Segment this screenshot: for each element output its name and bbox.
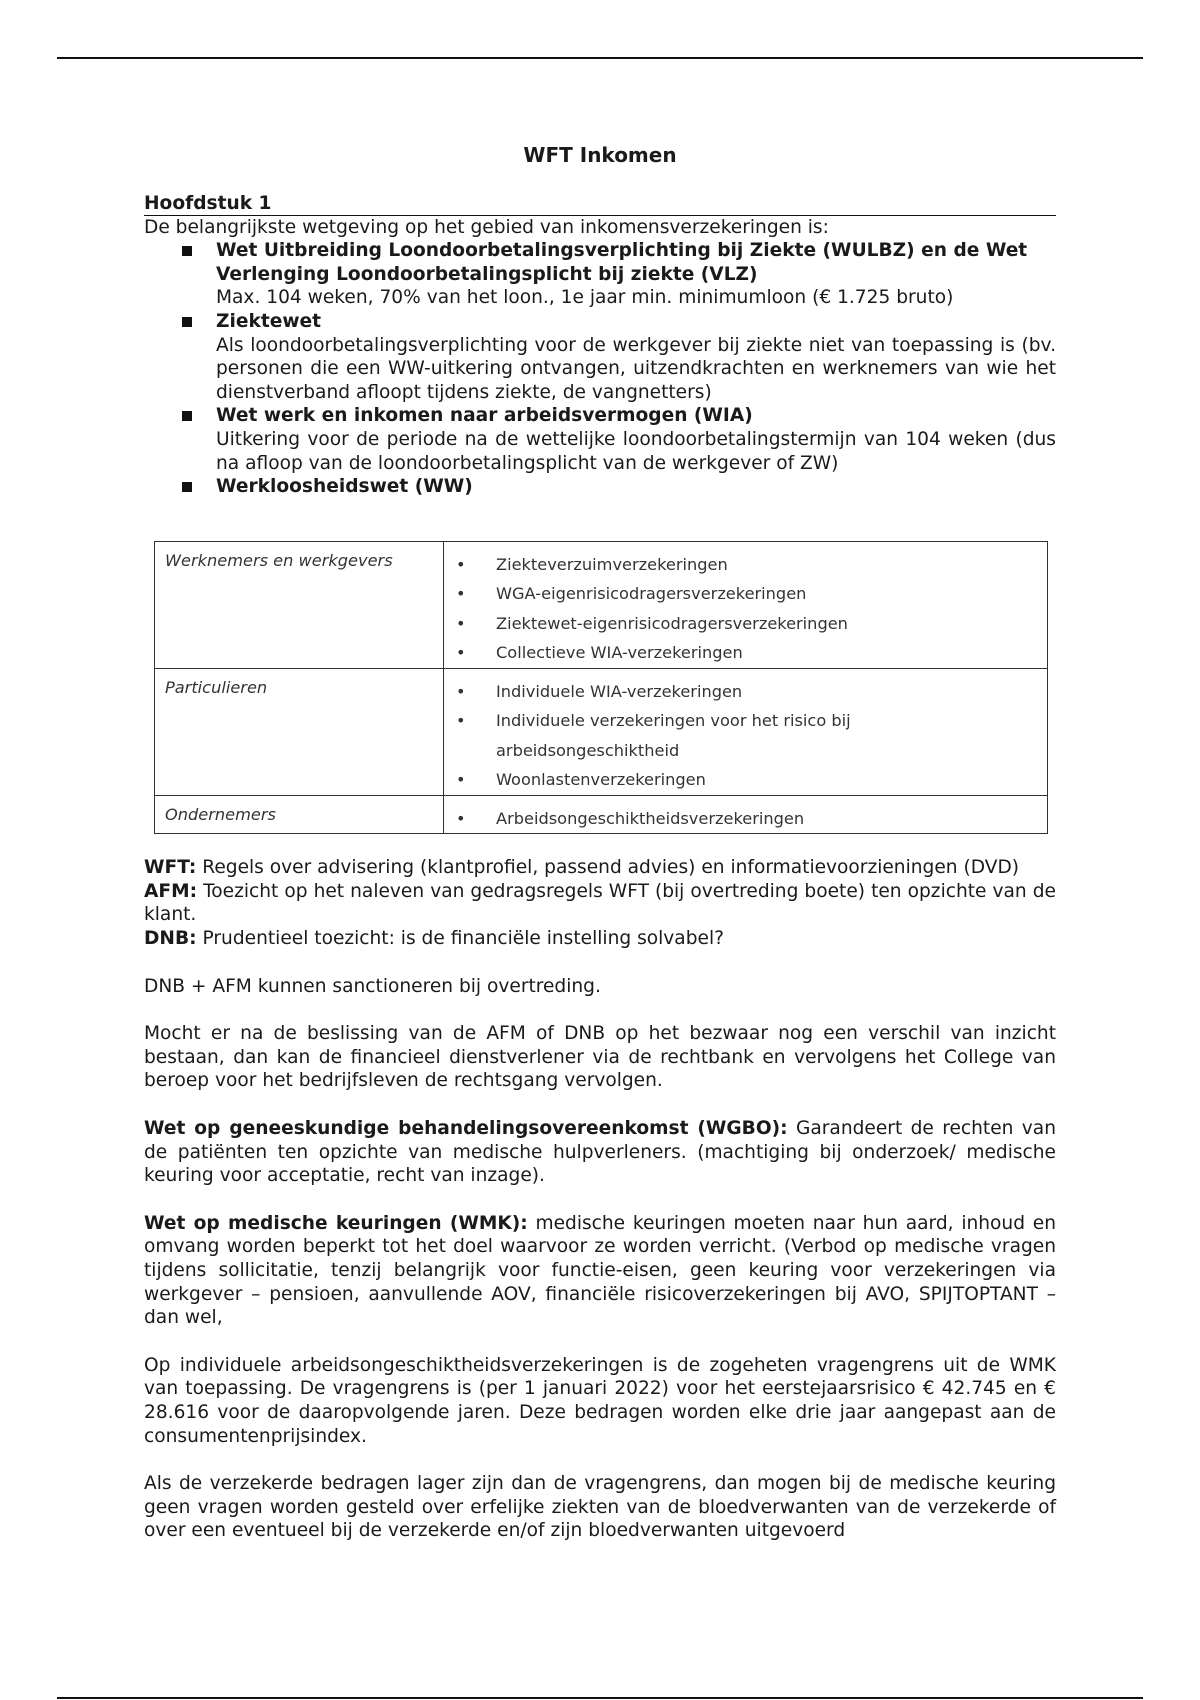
list-item: • WGA-eigenrisicodragersverzekeringen <box>444 579 1037 609</box>
footer-rule <box>57 1697 1143 1699</box>
table-group-cell: Werknemers en werkgevers <box>155 541 444 668</box>
law-item <box>216 475 1056 499</box>
laws-list <box>144 239 1056 499</box>
vragengrens-paragraph: Op individuele arbeidsongeschiktheidsverzekeringen is de zogeheten vragengrens uit de WMK van toepassing. De vragengrens is (per 1 januari 2022) voor het eerstejaarsrisico € 42.745 en € 28.616 voor de daaropvolgende jaren. Deze bedragen worden elke drie jaar aangepast aan de consumentenprijsindex. <box>144 1354 1056 1447</box>
table-items-cell <box>444 668 1048 795</box>
document-title: WFT Inkomen <box>523 143 677 167</box>
law-description: Max. 104 weken, 70% van het loon., 1e jaar min. minimumloon (€ 1.725 bruto) <box>216 287 954 309</box>
square-bullet-icon <box>182 411 192 421</box>
list-item: • Arbeidsongeschiktheidsverzekeringen <box>444 804 1037 834</box>
law-name: Wet werk en inkomen naar arbeidsvermogen (WIA) <box>216 405 753 427</box>
list-item: • Individuele verzekeringen voor het risico bij arbeidsongeschiktheid <box>444 706 896 765</box>
list-item: • Woonlastenverzekeringen <box>444 765 1037 795</box>
table-items-cell <box>444 795 1048 834</box>
list-item: • Ziekteverzuimverzekeringen <box>444 550 1037 580</box>
definition-wft: WFT: Regels over advisering (klantprofiel, passend advies) en informatievoorzieningen (DVD) <box>144 857 1020 879</box>
insurance-table-wrapper <box>154 541 1048 835</box>
definition-dnb: DNB: Prudentieel toezicht: is de financiële instelling solvabel? <box>144 928 724 949</box>
header-rule <box>57 57 1143 59</box>
definition-afm: AFM: Toezicht op het naleven van gedragsregels WFT (bij overtreding boete) ten opzichte van de klant. <box>144 880 1056 926</box>
law-name: Werkloosheidswet (WW) <box>216 476 473 498</box>
insurance-table <box>154 541 1048 835</box>
list-item: • Collectieve WIA-verzekeringen <box>444 638 1037 668</box>
table-group-cell: Particulieren <box>155 668 444 795</box>
law-name: Wet Uitbreiding Loondoorbetalingsverplichting bij Ziekte (WULBZ) en de Wet Verlenging Loondoorbetalingsplicht bij ziekte (VLZ) <box>216 240 1028 285</box>
wmk-paragraph: Wet op medische keuringen (WMK): medische keuringen moeten naar hun aard, inhoud en omvang worden beperkt tot het doel waarvoor ze worden verricht. (Verbod op medische vragen tijdens sollicitatie, tenzij belangrijk voor functie-eisen, geen keuring voor verzekeringen via werkgever – pensioen, aanvullende AOV, financiële risicoverzekeringen bij AVO, SPIJTOPTANT – dan wel, <box>144 1212 1056 1329</box>
law-item <box>216 310 1056 404</box>
chapter-heading: Hoofdstuk 1 <box>144 192 1056 216</box>
table-items-cell <box>444 541 1048 668</box>
table-row <box>155 795 1048 834</box>
wgbo-paragraph: Wet op geneeskundige behandelingsovereenkomst (WGBO): Garandeert de rechten van de patiënten ten opzichte van medische hulpverleners. (machtiging bij onderzoek/ medische keuring voor acceptatie, recht van inzage). <box>144 1117 1056 1187</box>
document-body <box>144 140 1056 1543</box>
intro-text: De belangrijkste wetgeving op het gebied van inkomensverzekeringen is: <box>144 216 829 238</box>
law-item <box>216 404 1056 475</box>
table-row <box>155 541 1048 668</box>
erfelijk-paragraph: Als de verzekerde bedragen lager zijn dan de vragengrens, dan mogen bij de medische keuring geen vragen worden gesteld over erfelijke ziekten van de bloedverwanten van de verzekerde of over een eventueel bij de verzekerde en/of zijn bloedverwanten uitgevoerd <box>144 1473 1056 1542</box>
table-group-cell: Ondernemers <box>155 795 444 834</box>
square-bullet-icon <box>182 317 192 327</box>
law-name: Ziektewet <box>216 310 322 332</box>
law-description: Als loondoorbetalingsverplichting voor de werkgever bij ziekte niet van toepassing is (bv. personen die een WW-uitkering ontvangen, uitzendkrachten en werknemers van wie het dienstverband afloopt tijdens ziekte, de vangnetters) <box>216 334 1056 403</box>
square-bullet-icon <box>182 482 192 492</box>
law-item <box>216 239 1056 310</box>
appeal-paragraph: Mocht er na de beslissing van de AFM of DNB op het bezwaar nog een verschil van inzicht bestaan, dan kan de financieel dienstverlener via de rechtbank en vervolgens het College van beroep voor het bedrijfsleven de rechtsgang vervolgen. <box>144 1023 1056 1092</box>
table-row <box>155 668 1048 795</box>
square-bullet-icon <box>182 246 192 256</box>
law-description: Uitkering voor de periode na de wettelijke loondoorbetalingstermijn van 104 weken (dus na afloop van de loondoorbetalingsplicht van de werkgever of ZW) <box>216 428 1056 474</box>
list-item: • Ziektewet-eigenrisicodragersverzekeringen <box>444 609 1037 639</box>
list-item: • Individuele WIA-verzekeringen <box>444 677 1037 707</box>
sanction-text: DNB + AFM kunnen sanctioneren bij overtreding. <box>144 975 601 997</box>
